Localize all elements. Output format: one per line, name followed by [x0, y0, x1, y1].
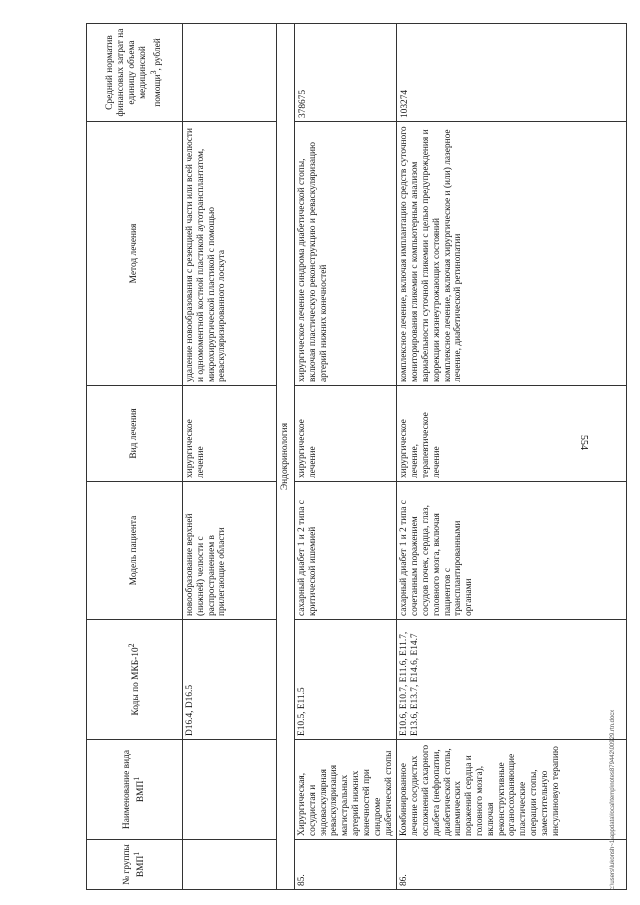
method-paragraph-1: комплексное лечение, включая имплантацию средств суточного мониторирования гликемии с компьютерным анализом вариабельности суточной гликемии с целью предупреждения и коррекции жизнеугрожающих состояний	[399, 126, 442, 382]
cell-num	[183, 840, 277, 890]
cell-method: хирургическое лечение синдрома диабетической стопы, включая пластическую реконструкцию и реваскуляризацию артерий нижних конечностей	[295, 122, 397, 386]
cell-name	[183, 740, 277, 840]
header-vmp-name: Наименование вида ВМП$^1$	[87, 740, 183, 840]
vmp-table	[86, 23, 627, 890]
section-title: Эндокринология	[277, 24, 295, 890]
section-row-endocrinology	[277, 24, 295, 890]
cell-model: новообразование верхней (нижней) челюсти с распространением в прилегающие области	[183, 482, 277, 620]
cell-type: хирургическое лечение, терапевтическое лечение	[397, 386, 627, 482]
cell-cost: 103274	[397, 24, 627, 122]
header-group-number: № группы ВМП$^1$	[87, 840, 183, 890]
header-average-cost: Средний норматив финансовых затрат на единицу объема медицинской помощи$^3$, рублей	[87, 24, 183, 122]
cell-num: 85.	[295, 840, 397, 890]
cell-method	[397, 122, 627, 386]
cell-cost	[183, 24, 277, 122]
cell-model: сахарный диабет 1 и 2 типа с критической ишемией	[295, 482, 397, 620]
cell-model: сахарный диабет 1 и 2 типа с сочетанным поражением сосудов почек, сердца, глаз, головного мозга, включая пациентов с трансплантированными органами	[397, 482, 627, 620]
method-paragraph-2: комплексное лечение, включая хирургическое и (или) лазерное лечение, диабетической ретинопатии	[442, 129, 464, 382]
cell-name: Комбинированное лечение сосудистых осложнений сахарного диабета (нефропатии, диабетической стопы, ишемических поражений сердца и головного мозга), включая реконструктивные органосохраняющие пластические операции стопы, заместительную инсулиновую терапию	[397, 740, 627, 840]
table-header-row	[87, 24, 183, 890]
rotated-table-wrapper	[86, 24, 618, 890]
cell-cost: 378675	[295, 24, 397, 122]
cell-type: хирургическое лечение	[183, 386, 277, 482]
header-icd-codes: Коды по МКБ-$10^2$	[87, 620, 183, 740]
cell-method: удаление новообразования с резекцией части или всей челюсти и одномоментной костной пластикой аутотрансплантатом, микрохирургической пластикой с помощью реваскуляризированного лоскута	[183, 122, 277, 386]
page-number: 554	[578, 435, 589, 450]
table-row-86	[397, 24, 627, 890]
cell-num: 86.	[397, 840, 627, 890]
cell-name: Хирургическая, сосудистая и эндоваскулярная реваскуляризация магистральных артерий нижних конечностей при синдроме диабетической стопы	[295, 740, 397, 840]
cell-codes: E10.6, E10.7, E11.6, E11.7, E13.6, E13.7, E14.6, E14.7	[397, 620, 627, 740]
cell-type: хирургическое лечение	[295, 386, 397, 482]
table-row-85	[295, 24, 397, 890]
header-treatment-method: Метод лечения	[87, 122, 183, 386]
header-treatment-type: Вид лечения	[87, 386, 183, 482]
cell-codes: D16.4, D16.5	[183, 620, 277, 740]
cell-codes: E10.5, E11.5	[295, 620, 397, 740]
footer-file-path: c:\users\lukonsh~1\appdata\local\temp\notes879442\00929.rtn.docx	[610, 709, 616, 890]
header-patient-model: Модель пациента	[87, 482, 183, 620]
table-row-continuation	[183, 24, 277, 890]
